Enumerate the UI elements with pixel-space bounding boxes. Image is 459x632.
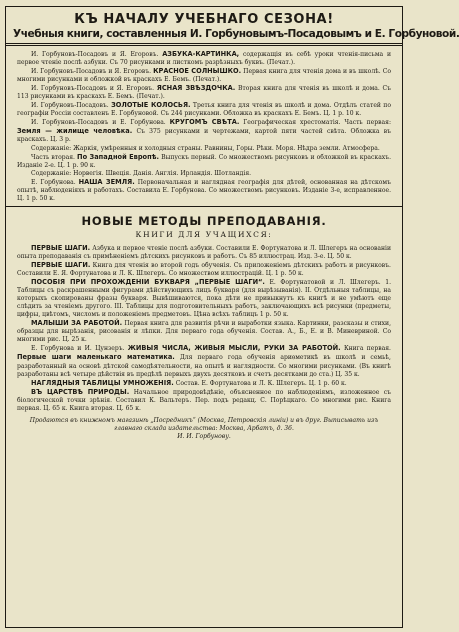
book-title: НАША ЗЕМЛЯ. bbox=[78, 177, 135, 186]
book-entry: МАЛЫШИ ЗА РАБОТОЙ. Первая книга для развитія рѣчи и выработки языка. Картинки, разсказы и стихи, образцы для вырѣзанія, рисованія и лѣпки. Для перваго года обученія. Состав. А., Б., Е. и В. Миневриной. Со многими рис. Ц. 25 к. bbox=[17, 319, 391, 344]
ad-frame bbox=[5, 6, 459, 628]
book-title: ЖИВЫЯ ЧИСЛА, ЖИВЫЯ МЫСЛИ, РУКИ ЗА РАБОТОЙ. bbox=[127, 344, 341, 353]
divider-middle bbox=[6, 206, 402, 207]
divider-top bbox=[6, 43, 402, 44]
book-entry: ВЪ ЦАРСТВѢ ПРИРОДЫ. Начальное природовѣдѣніе, объясненное по наблюденіямъ, изложенное съ біологической точки зрѣнія. Составил К. Вальтеръ. Пер. подъ редакц. С. Порѣцкаго. Со многими рис. Книга первая. Ц. 65 к. Книга вторая. Ц. 65 к. bbox=[17, 387, 391, 412]
book-entry: И. Горбуновъ-Посадовъ и Я. Егоровъ. АЗБУКА-КАРТИНКА, содержащія въ себѣ уроки чтенія-письма и первое чтеніе послѣ азбуки. Съ 70 рисунками и листкомъ разрѣзныхъ буквъ. (Печат.). bbox=[17, 50, 391, 67]
book-title: ПЕРВЫЕ ШАГИ. bbox=[31, 243, 91, 252]
book-entry: И. Горбуновъ-Посадовъ и Е. Горбунова. КРУГОМЪ СВѢТА. Географическая хрестоматія. Часть первая: Земля — жилище человѣка. Съ 375 рисунками и чертежами, картой пяти частей свѣта. Обложка въ краскахъ. Ц. 3 р. bbox=[17, 118, 391, 144]
book-title: ВЪ ЦАРСТВѢ ПРИРОДЫ. bbox=[31, 387, 130, 396]
book-title: ЗОЛОТЫЕ КОЛОСЬЯ. bbox=[111, 101, 191, 110]
book-title: ПЕРВЫЕ ШАГИ. bbox=[31, 260, 91, 269]
section-readers bbox=[13, 46, 395, 206]
book-entry: ПЕРВЫЕ ШАГИ. Азбука и первое чтеніе послѣ азбуки. Составили Е. Фортунатова и Л. Шлегеръ на основаніи опыта преподаванія съ примѣненіемъ дѣтскихъ рисунковъ и работъ. Съ 85 иллюстрац. Изд. 3-е. Ц. 50 к. bbox=[17, 243, 391, 260]
book-title: АЗБУКА-КАРТИНКА, bbox=[162, 50, 240, 58]
book-contents: Содержаніе: Жаркія, умѣренныя и холодныя страны. Равнины, Горы. Рѣки. Моря. Нѣдра земли. Атмосфера. bbox=[31, 144, 380, 152]
book-title: КРАСНОЕ СОЛНЫШКО. bbox=[153, 67, 242, 76]
book-title: ЯСНАЯ ЗВѢЗДОЧКА. bbox=[156, 84, 236, 93]
book-title: НАГЛЯДНЫЯ ТАБЛИЦЫ УМНОЖЕНІЯ. bbox=[31, 378, 174, 387]
footer-line: Продаются въ книжномъ магазинѣ „Посредникъ“ (Москва, Петровскія линіи) и въ друг. Выписывать изъ главнаго склада издательства: Москва, Арбатъ, д. 36. bbox=[29, 416, 379, 432]
book-entry: ПОСОБІЯ ПРИ ПРОХОЖДЕНІИ БУКВАРЯ „ПЕРВЫЕ ШАГИ“. Е. Фортунатовой и Л. Шлегеръ. 1. Таблицы съ раскрашенными фигурами дѣйствующихъ лицъ букваря (для вырѣзыванія). II. Отдѣльныя таблицы, на которыхъ скопированы фразы букваря. Вывѣшиваются, пока дѣти не привыкнутъ къ книгѣ и не умѣютъ еще слѣдить за чтеніемъ другого. III. Таблицы для подготовительныхъ работъ, заключающихъ всѣ рисунки (предметы, цифры, цвѣтомъ, числомъ и положеніемъ предметовъ. Цѣна всѣхъ таблицъ 1 р. 50 к. bbox=[17, 278, 391, 319]
book-contents: Содержаніе: Норвегія. Швеція. Данія. Англія. Ирландія. Шотландія. bbox=[31, 169, 252, 177]
book-entry: Е. Горбунова и И. Цунзеръ. ЖИВЫЯ ЧИСЛА, ЖИВЫЯ МЫСЛИ, РУКИ ЗА РАБОТОЙ. Книга первая. Первые шаги маленькаго математика. Для перваго года обученія ариѳметикѣ въ школѣ и семьѣ, разработанный на основѣ дѣтской самодѣятельности, на опытѣ и наглядности. Со многими рисунками. (Въ книгѣ разработаны всѣ четыре дѣйствія въ предѣлѣ первыхъ двухъ десятковъ и счетъ десятками до ста.) Ц. 35 к. bbox=[17, 344, 391, 378]
book-entry: И. Горбуновъ-Посадовъ и Я. Егоровъ. ЯСНАЯ ЗВѢЗДОЧКА. Вторая книга для чтенія въ школѣ и дома. Съ 113 рисунками въ краскахъ Е. Бемъ. (Печат.). bbox=[17, 84, 392, 101]
methods-title: НОВЫЕ МЕТОДЫ ПРЕПОДАВАНІЯ. bbox=[81, 213, 327, 228]
book-entry: НАГЛЯДНЫЯ ТАБЛИЦЫ УМНОЖЕНІЯ. Состав. Е. Фортунатова и Л. К. Шлегеръ. Ц. 1 р. 60 к. bbox=[31, 378, 347, 387]
book-title: МАЛЫШИ ЗА РАБОТОЙ. bbox=[31, 319, 123, 328]
books-subtitle: Учебныя книги, составленныя И. Горбуновымъ-Посадовымъ и Е. Горбуновой. bbox=[13, 28, 459, 40]
methods-subtitle: КНИГИ ДЛЯ УЧАЩИХСЯ: bbox=[135, 229, 273, 239]
book-entry: Часть вторая. По Западной Европѣ. Выпускъ первый. Со множествомъ рисунковъ и обложкой въ краскахъ. Изданіе 2-е. Ц. 1 р. 90 к. bbox=[17, 152, 391, 169]
footer-signature: И. И. Горбунову. bbox=[177, 432, 231, 440]
book-entry: Е. Горбунова. НАША ЗЕМЛЯ. Первоначальная и наглядная географія для дѣтей, основанная на дѣтскомъ опытѣ, наблюденіяхъ и работахъ. Составила Е. Горбунова. Со множествомъ рисунковъ. Изданіе 3-е, исправленное. Ц. 1 р. 50 к. bbox=[17, 177, 391, 202]
book-title: По Западной Европѣ. bbox=[77, 152, 159, 161]
season-title: КЪ НАЧАЛУ УЧЕБНАГО СЕЗОНА! bbox=[74, 12, 334, 27]
book-entry: И. Горбуновъ-Посадовъ. ЗОЛОТЫЕ КОЛОСЬЯ. Третья книга для чтенія въ школѣ и дома. Отдѣлъ статей по географіи Россіи составленъ Е. Горбуновой. Съ 244 рисунками. Обложка въ краскахъ Е. Бемъ. Ц. 1 р. 10 к. bbox=[17, 101, 391, 118]
book-entry: И. Горбуновъ-Посадовъ и Я. Егоровъ. КРАСНОЕ СОЛНЫШКО. Первая книга для чтенія дома и въ школѣ. Со многими рисунками и обложкой въ краскахъ Е. Бемъ. (Печат.). bbox=[17, 67, 391, 84]
book-title: КРУГОМЪ СВѢТА. bbox=[169, 118, 240, 127]
book-title: ПОСОБІЯ ПРИ ПРОХОЖДЕНІИ БУКВАРЯ „ПЕРВЫЕ ШАГИ“. bbox=[31, 278, 265, 287]
section-methods bbox=[13, 244, 395, 413]
book-entry: ПЕРВЫЕ ШАГИ. Книга для чтенія во второй годъ обученія. Съ приложеніемъ дѣтскихъ работъ и рисунковъ. Составили Е. Я. Фортунатова и Л. К. Шлегеръ. Со множеством иллюстрацій. Ц. 1 р. 50 к. bbox=[17, 260, 391, 277]
footer-note bbox=[13, 413, 395, 441]
